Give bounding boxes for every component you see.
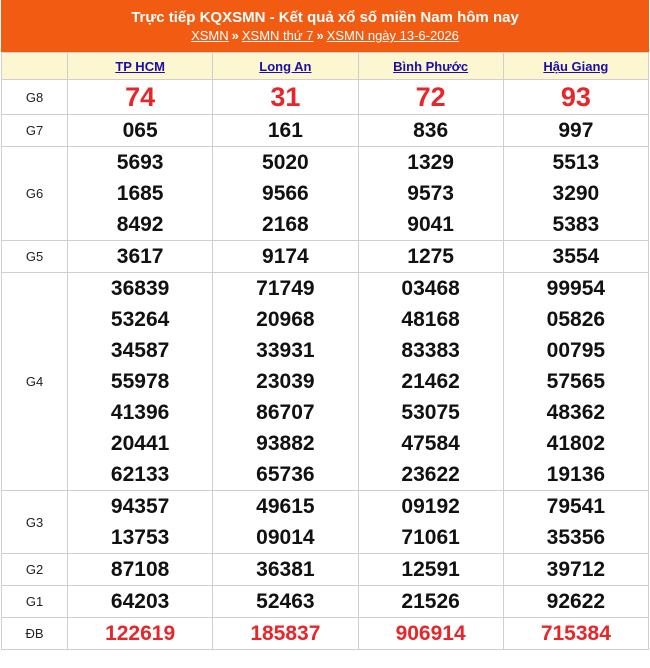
prize-number: 52463 bbox=[256, 590, 315, 613]
prize-number: 72 bbox=[415, 82, 446, 112]
prize-cell bbox=[503, 554, 648, 586]
table-row bbox=[2, 80, 649, 115]
prize-cell bbox=[68, 618, 213, 650]
prize-number: 05826 bbox=[546, 308, 606, 331]
province-link-long-an[interactable]: Long An bbox=[259, 58, 312, 74]
prize-cell bbox=[358, 115, 503, 147]
breadcrumb-separator: » bbox=[231, 28, 239, 43]
prize-number: 1329 bbox=[407, 151, 454, 174]
prize-cell bbox=[503, 618, 648, 650]
prize-label: G5 bbox=[2, 241, 68, 273]
prize-number: 92622 bbox=[546, 590, 606, 613]
prize-number: 8492 bbox=[116, 213, 164, 236]
prize-cell bbox=[358, 618, 503, 650]
table-row bbox=[2, 147, 649, 241]
prize-number: 71061 bbox=[401, 526, 460, 549]
prize-rows bbox=[2, 80, 649, 650]
prize-cell bbox=[68, 586, 213, 618]
prize-number: 20968 bbox=[256, 308, 315, 331]
prize-cell bbox=[358, 241, 503, 273]
prize-cell bbox=[68, 491, 213, 554]
province-header bbox=[503, 53, 648, 80]
prize-number: 5513 bbox=[552, 151, 600, 174]
prize-number: 5693 bbox=[116, 151, 164, 174]
breadcrumb-separator: » bbox=[316, 28, 324, 43]
prize-cell bbox=[503, 80, 648, 115]
prize-number: 79541 bbox=[546, 495, 606, 518]
prize-number: 55978 bbox=[110, 370, 170, 393]
prize-label: G3 bbox=[2, 491, 68, 554]
prize-number: 74 bbox=[125, 82, 156, 112]
prize-cell bbox=[503, 491, 648, 554]
prize-number: 5383 bbox=[552, 213, 600, 236]
prize-cell bbox=[213, 273, 358, 491]
prize-cell bbox=[503, 586, 648, 618]
prize-number: 3290 bbox=[552, 182, 600, 205]
province-header bbox=[358, 53, 503, 80]
breadcrumb-xsmn-date[interactable]: XSMN ngày 13-6-2026 bbox=[326, 28, 459, 43]
prize-number: 36839 bbox=[110, 277, 170, 300]
prize-cell bbox=[68, 273, 213, 491]
prize-number: 48168 bbox=[401, 308, 460, 331]
prize-number: 71749 bbox=[256, 277, 315, 300]
prize-number: 13753 bbox=[110, 526, 170, 549]
results-table bbox=[1, 52, 649, 650]
province-header-row bbox=[2, 53, 649, 80]
prize-number: 20441 bbox=[110, 432, 170, 455]
province-header bbox=[68, 53, 213, 80]
prize-label: G7 bbox=[2, 115, 68, 147]
prize-cell bbox=[503, 147, 648, 241]
prize-number: 9566 bbox=[262, 182, 309, 205]
table-row bbox=[2, 586, 649, 618]
prize-cell bbox=[503, 273, 648, 491]
prize-label: G8 bbox=[2, 80, 68, 115]
prize-number: 9041 bbox=[407, 213, 454, 236]
prize-number: 03468 bbox=[401, 277, 460, 300]
prize-number: 3554 bbox=[552, 245, 600, 268]
prize-cell bbox=[213, 80, 358, 115]
prize-number: 1685 bbox=[116, 182, 164, 205]
prize-number: 906914 bbox=[395, 622, 466, 645]
prize-number: 93 bbox=[560, 82, 591, 112]
province-header bbox=[213, 53, 358, 80]
prize-cell bbox=[358, 554, 503, 586]
prize-cell bbox=[213, 147, 358, 241]
prize-number: 53075 bbox=[401, 401, 460, 424]
prize-number: 21462 bbox=[401, 370, 460, 393]
prize-number: 35356 bbox=[546, 526, 606, 549]
prize-number: 5020 bbox=[262, 151, 309, 174]
breadcrumb-xsmn[interactable]: XSMN bbox=[191, 28, 229, 43]
prize-label: ĐB bbox=[2, 618, 68, 650]
prize-number: 87108 bbox=[110, 558, 170, 581]
prize-cell bbox=[68, 554, 213, 586]
prize-number: 065 bbox=[122, 119, 158, 142]
prize-cell bbox=[358, 273, 503, 491]
prize-cell bbox=[68, 241, 213, 273]
table-row bbox=[2, 618, 649, 650]
prize-cell bbox=[213, 586, 358, 618]
prize-number: 23622 bbox=[401, 463, 460, 486]
prize-cell bbox=[503, 241, 648, 273]
prize-number: 94357 bbox=[110, 495, 170, 518]
prize-number: 41802 bbox=[546, 432, 606, 455]
prize-label: G1 bbox=[2, 586, 68, 618]
prize-number: 49615 bbox=[256, 495, 315, 518]
prize-number: 9573 bbox=[407, 182, 454, 205]
prize-number: 36381 bbox=[256, 558, 315, 581]
prize-number: 161 bbox=[267, 119, 303, 142]
prize-number: 2168 bbox=[262, 213, 309, 236]
prize-number: 09014 bbox=[256, 526, 315, 549]
prize-number: 122619 bbox=[105, 622, 176, 645]
prize-number: 53264 bbox=[110, 308, 170, 331]
prize-number: 48362 bbox=[546, 401, 606, 424]
table-row bbox=[2, 115, 649, 147]
prize-number: 12591 bbox=[401, 558, 460, 581]
results-header bbox=[1, 0, 649, 52]
prize-cell bbox=[213, 241, 358, 273]
prize-number: 86707 bbox=[256, 401, 315, 424]
table-row bbox=[2, 554, 649, 586]
prize-number: 9174 bbox=[262, 245, 309, 268]
prize-cell bbox=[358, 586, 503, 618]
prize-number: 62133 bbox=[110, 463, 170, 486]
breadcrumb bbox=[1, 28, 649, 44]
prize-number: 65736 bbox=[256, 463, 315, 486]
prize-number: 41396 bbox=[110, 401, 170, 424]
prize-cell bbox=[213, 554, 358, 586]
prize-cell bbox=[213, 115, 358, 147]
prize-number: 185837 bbox=[250, 622, 321, 645]
prize-number: 09192 bbox=[401, 495, 460, 518]
prize-number: 3617 bbox=[116, 245, 164, 268]
prize-number: 715384 bbox=[540, 622, 611, 645]
prize-number: 83383 bbox=[401, 339, 460, 362]
prize-number: 57565 bbox=[546, 370, 606, 393]
table-row bbox=[2, 491, 649, 554]
prize-number: 47584 bbox=[401, 432, 460, 455]
prize-cell bbox=[68, 80, 213, 115]
page-title: Trực tiếp KQXSMN - Kết quả xổ số miền Nam hôm nay bbox=[131, 9, 519, 26]
prize-cell bbox=[68, 115, 213, 147]
prize-cell bbox=[358, 491, 503, 554]
prize-number: 21526 bbox=[401, 590, 460, 613]
prize-cell bbox=[68, 147, 213, 241]
province-link-tp-hcm[interactable]: TP HCM bbox=[115, 58, 165, 74]
prize-number: 33931 bbox=[256, 339, 315, 362]
prize-number: 00795 bbox=[546, 339, 606, 362]
prize-number: 997 bbox=[558, 119, 594, 142]
prize-label: G2 bbox=[2, 554, 68, 586]
prize-number: 99954 bbox=[546, 277, 606, 300]
prize-number: 19136 bbox=[546, 463, 606, 486]
header-corner bbox=[2, 53, 68, 80]
prize-cell bbox=[358, 147, 503, 241]
prize-number: 93882 bbox=[256, 432, 315, 455]
prize-label: G4 bbox=[2, 273, 68, 491]
prize-number: 39712 bbox=[546, 558, 606, 581]
table-row bbox=[2, 241, 649, 273]
prize-number: 1275 bbox=[407, 245, 454, 268]
prize-number: 64203 bbox=[110, 590, 170, 613]
prize-cell bbox=[358, 80, 503, 115]
prize-cell bbox=[213, 618, 358, 650]
prize-label: G6 bbox=[2, 147, 68, 241]
breadcrumb-xsmn-thu-7[interactable]: XSMN thứ 7 bbox=[241, 28, 314, 43]
prize-number: 23039 bbox=[256, 370, 315, 393]
prize-cell bbox=[503, 115, 648, 147]
prize-number: 836 bbox=[413, 119, 449, 142]
province-link-binh-phuoc[interactable]: Bình Phước bbox=[393, 58, 469, 74]
prize-cell bbox=[213, 491, 358, 554]
table-row bbox=[2, 273, 649, 491]
prize-number: 34587 bbox=[110, 339, 170, 362]
prize-number: 31 bbox=[270, 82, 301, 112]
province-link-hau-giang[interactable]: Hậu Giang bbox=[543, 58, 609, 74]
